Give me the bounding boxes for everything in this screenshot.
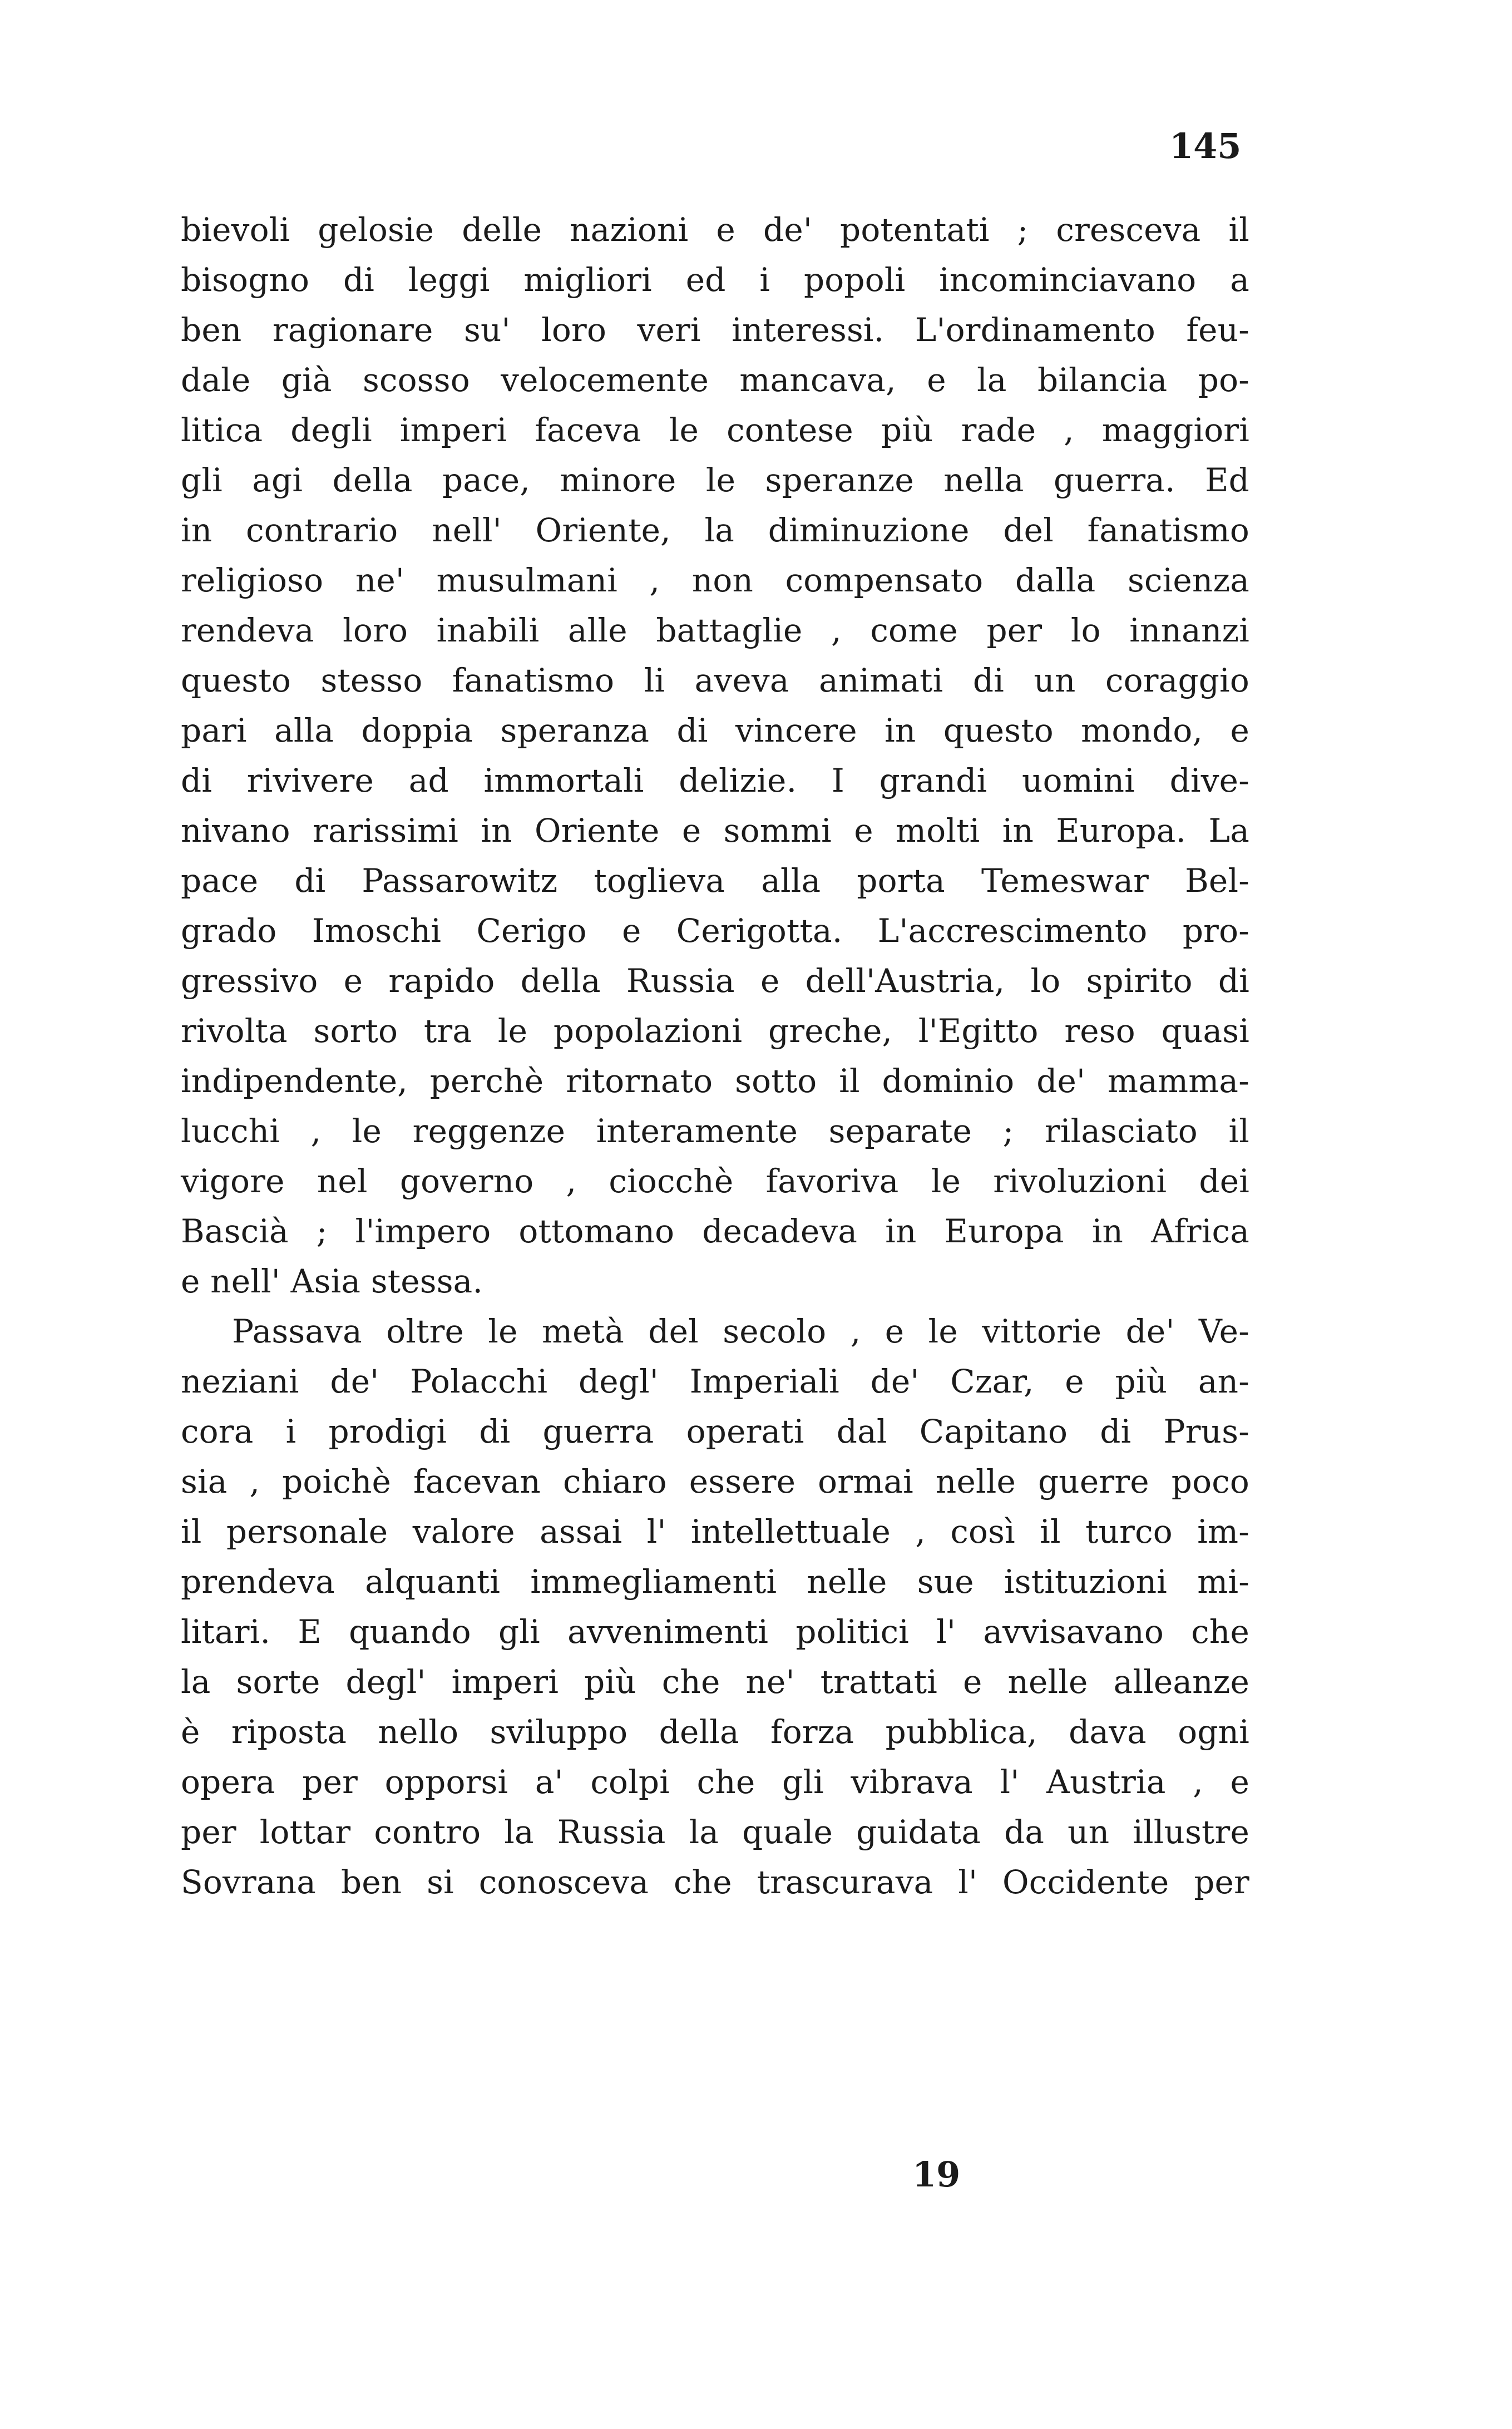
text-line: di rivivere ad immortali delizie. I grandi uomini dive- [181,762,1249,799]
text-line: Bascià ; l'impero ottomano decadeva in Europa in Africa [181,1212,1249,1250]
text-line: sia , poichè facevan chiaro essere ormai nelle guerre poco [181,1463,1249,1500]
text-line: per lottar contro la Russia la quale guidata da un illustre [181,1813,1249,1851]
text-line: Sovrana ben si conosceva che trascurava l' Occidente per [181,1863,1249,1901]
text-line: bisogno di leggi migliori ed i popoli incominciavano a [181,261,1249,299]
text-line: pari alla doppia speranza di vincere in questo mondo, e [181,712,1249,749]
text-line: litica degli imperi faceva le contese più rade , maggiori [181,411,1249,449]
text-line: e nell' Asia stessa. [181,1262,483,1300]
text-line: lucchi , le reggenze interamente separate ; rilasciato il [181,1112,1249,1150]
text-line: gli agi della pace, minore le speranze nella guerra. Ed [181,461,1249,499]
text-line: è riposta nello sviluppo della forza pubblica, dava ogni [181,1713,1249,1751]
text-line: prendeva alquanti immegliamenti nelle sue istituzioni mi- [181,1563,1249,1601]
text-line: vigore nel governo , ciocchè favoriva le rivoluzioni dei [181,1162,1249,1200]
text-line: il personale valore assai l' intellettuale , così il turco im- [181,1513,1249,1551]
text-line: questo stesso fanatismo li aveva animati di un coraggio [181,661,1249,699]
text-line: ben ragionare su' loro veri interessi. L'ordinamento feu- [181,311,1249,349]
text-line: nivano rarissimi in Oriente e sommi e molti in Europa. La [181,812,1249,850]
text-line: rendeva loro inabili alle battaglie , come per lo innanzi [181,611,1249,649]
text-line: religioso ne' musulmani , non compensato dalla scienza [181,561,1249,599]
text-line: neziani de' Polacchi degl' Imperiali de' Czar, e più an- [181,1362,1249,1400]
text-line: gressivo e rapido della Russia e dell'Austria, lo spirito di [181,962,1249,1000]
text-line: dale già scosso velocemente mancava, e la bilancia po- [181,361,1249,399]
text-line: grado Imoschi Cerigo e Cerigotta. L'accrescimento pro- [181,912,1249,950]
text-line: indipendente, perchè ritornato sotto il dominio de' mamma- [181,1062,1249,1100]
text-line: cora i prodigi di guerra operati dal Capitano di Prus- [181,1413,1249,1450]
text-line: rivolta sorto tra le popolazioni greche, l'Egitto reso quasi [181,1012,1249,1050]
text-line: pace di Passarowitz toglieva alla porta Temeswar Bel- [181,862,1249,900]
text-line: bievoli gelosie delle nazioni e de' potentati ; cresceva il [181,211,1249,249]
text-line: la sorte degl' imperi più che ne' trattati e nelle alleanze [181,1663,1249,1701]
text-line: in contrario nell' Oriente, la diminuzione del fanatismo [181,511,1249,549]
signature-mark: 19 [912,2154,961,2195]
text-line: opera per opporsi a' colpi che gli vibrava l' Austria , e [181,1763,1249,1801]
text-line: litari. E quando gli avvenimenti politici l' avvisavano che [181,1613,1249,1651]
text-line: Passava oltre le metà del secolo , e le vittorie de' Ve- [232,1312,1249,1350]
page-number: 145 [1169,126,1242,166]
